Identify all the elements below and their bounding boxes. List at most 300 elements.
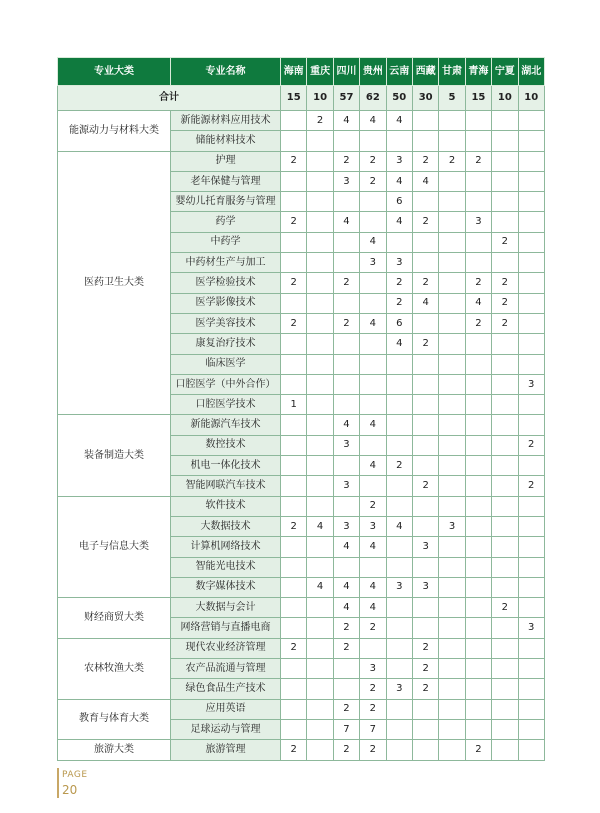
count-cell: 4 (360, 537, 386, 557)
table-row (58, 638, 545, 658)
count-cell (518, 537, 544, 557)
count-cell (281, 253, 307, 273)
count-cell: 4 (307, 516, 333, 536)
count-cell (412, 192, 438, 212)
count-cell: 3 (465, 212, 491, 232)
total-value: 50 (386, 86, 412, 111)
count-cell (518, 232, 544, 252)
count-cell: 2 (281, 212, 307, 232)
major-cell: 康复治疗技术 (171, 334, 281, 354)
count-cell (439, 557, 465, 577)
count-cell: 4 (386, 334, 412, 354)
count-cell (439, 395, 465, 415)
count-cell (439, 415, 465, 435)
count-cell (281, 435, 307, 455)
count-cell (465, 598, 491, 618)
count-cell (518, 577, 544, 597)
count-cell (281, 131, 307, 151)
count-cell (333, 395, 359, 415)
count-cell (465, 354, 491, 374)
count-cell: 2 (439, 151, 465, 171)
count-cell: 4 (333, 415, 359, 435)
count-cell (465, 577, 491, 597)
count-cell: 2 (281, 516, 307, 536)
count-cell (333, 496, 359, 516)
count-cell (281, 374, 307, 394)
table-row (58, 740, 545, 760)
major-cell: 智能网联汽车技术 (171, 476, 281, 496)
count-cell (492, 435, 518, 455)
count-cell: 2 (281, 151, 307, 171)
count-cell: 2 (386, 456, 412, 476)
count-cell: 2 (518, 476, 544, 496)
count-cell (439, 334, 465, 354)
major-cell: 医学影像技术 (171, 293, 281, 313)
count-cell: 2 (360, 496, 386, 516)
count-cell (412, 740, 438, 760)
count-cell (281, 415, 307, 435)
count-cell: 6 (386, 313, 412, 333)
count-cell (465, 395, 491, 415)
count-cell (412, 253, 438, 273)
count-cell: 3 (518, 618, 544, 638)
major-cell: 现代农业经济管理 (171, 638, 281, 658)
count-cell (386, 740, 412, 760)
total-value: 30 (412, 86, 438, 111)
count-cell (465, 374, 491, 394)
count-cell (333, 192, 359, 212)
count-cell: 2 (333, 151, 359, 171)
count-cell (307, 192, 333, 212)
count-cell (439, 131, 465, 151)
count-cell (333, 232, 359, 252)
count-cell (386, 435, 412, 455)
count-cell: 3 (386, 151, 412, 171)
major-cell: 储能材料技术 (171, 131, 281, 151)
count-cell (307, 456, 333, 476)
count-cell (492, 537, 518, 557)
count-cell (439, 435, 465, 455)
count-cell (281, 293, 307, 313)
count-cell: 2 (412, 659, 438, 679)
count-cell (281, 679, 307, 699)
table-row (58, 598, 545, 618)
major-cell: 应用英语 (171, 699, 281, 719)
count-cell (281, 618, 307, 638)
count-cell (360, 476, 386, 496)
count-cell (281, 699, 307, 719)
count-cell: 1 (281, 395, 307, 415)
count-cell: 2 (492, 232, 518, 252)
count-cell (465, 638, 491, 658)
count-cell (412, 131, 438, 151)
major-cell: 医学美容技术 (171, 313, 281, 333)
count-cell: 2 (360, 740, 386, 760)
count-cell: 2 (492, 273, 518, 293)
total-value: 5 (439, 86, 465, 111)
count-cell (360, 192, 386, 212)
count-cell (307, 293, 333, 313)
count-cell (465, 253, 491, 273)
count-cell (307, 476, 333, 496)
count-cell (492, 395, 518, 415)
count-cell: 2 (465, 151, 491, 171)
count-cell (465, 679, 491, 699)
count-cell (465, 618, 491, 638)
count-cell (465, 171, 491, 191)
count-cell (492, 253, 518, 273)
category-cell: 能源动力与材料大类 (58, 111, 171, 152)
count-cell: 2 (281, 273, 307, 293)
count-cell: 2 (412, 212, 438, 232)
count-cell (439, 354, 465, 374)
major-cell: 农产品流通与管理 (171, 659, 281, 679)
count-cell (360, 435, 386, 455)
count-cell (518, 638, 544, 658)
count-cell (333, 293, 359, 313)
count-cell: 2 (412, 151, 438, 171)
count-cell (307, 638, 333, 658)
count-cell: 2 (412, 679, 438, 699)
count-cell (518, 557, 544, 577)
header-province: 青海 (465, 58, 491, 86)
count-cell (492, 415, 518, 435)
header-row (58, 58, 545, 86)
header-province: 甘肃 (439, 58, 465, 86)
count-cell (518, 679, 544, 699)
header-province: 重庆 (307, 58, 333, 86)
count-cell (307, 496, 333, 516)
count-cell (386, 395, 412, 415)
count-cell (307, 131, 333, 151)
count-cell (518, 719, 544, 739)
count-cell: 2 (333, 638, 359, 658)
count-cell (412, 313, 438, 333)
count-cell (333, 131, 359, 151)
count-cell (307, 557, 333, 577)
count-cell (281, 719, 307, 739)
count-cell (386, 374, 412, 394)
count-cell (518, 699, 544, 719)
count-cell: 4 (386, 111, 412, 131)
count-cell (439, 212, 465, 232)
count-cell (492, 192, 518, 212)
count-cell: 2 (360, 151, 386, 171)
count-cell (465, 516, 491, 536)
count-cell: 2 (281, 313, 307, 333)
category-cell: 电子与信息大类 (58, 496, 171, 597)
count-cell (518, 395, 544, 415)
count-cell (439, 111, 465, 131)
major-cell: 旅游管理 (171, 740, 281, 760)
count-cell (386, 232, 412, 252)
header-province: 贵州 (360, 58, 386, 86)
header-province: 湖北 (518, 58, 544, 86)
count-cell (281, 334, 307, 354)
major-cell: 中药材生产与加工 (171, 253, 281, 273)
count-cell: 4 (360, 232, 386, 252)
count-cell (492, 557, 518, 577)
count-cell (518, 415, 544, 435)
major-cell: 新能源汽车技术 (171, 415, 281, 435)
major-cell: 网络营销与直播电商 (171, 618, 281, 638)
count-cell (412, 415, 438, 435)
count-cell (465, 456, 491, 476)
count-cell (412, 699, 438, 719)
count-cell (439, 699, 465, 719)
count-cell (333, 334, 359, 354)
count-cell: 3 (360, 516, 386, 536)
count-cell (412, 557, 438, 577)
count-cell (360, 131, 386, 151)
count-cell: 3 (439, 516, 465, 536)
count-cell: 3 (360, 659, 386, 679)
count-cell (386, 659, 412, 679)
count-cell: 6 (386, 192, 412, 212)
total-value: 62 (360, 86, 386, 111)
count-cell (412, 456, 438, 476)
count-cell (465, 496, 491, 516)
count-cell (412, 354, 438, 374)
count-cell (492, 577, 518, 597)
count-cell (333, 253, 359, 273)
count-cell (307, 679, 333, 699)
page-marker-bar (57, 768, 59, 798)
count-cell (439, 537, 465, 557)
count-cell: 2 (492, 598, 518, 618)
count-cell: 4 (386, 516, 412, 536)
count-cell: 4 (333, 577, 359, 597)
count-cell (307, 273, 333, 293)
major-cell: 口腔医学（中外合作） (171, 374, 281, 394)
count-cell: 4 (333, 212, 359, 232)
count-cell (492, 151, 518, 171)
major-cell: 数字媒体技术 (171, 577, 281, 597)
count-cell (333, 659, 359, 679)
count-cell (439, 496, 465, 516)
count-cell (281, 496, 307, 516)
major-cell: 口腔医学技术 (171, 395, 281, 415)
count-cell (465, 334, 491, 354)
total-value: 10 (518, 86, 544, 111)
header-province: 西藏 (412, 58, 438, 86)
count-cell (439, 618, 465, 638)
count-cell (386, 557, 412, 577)
count-cell (386, 496, 412, 516)
count-cell (360, 293, 386, 313)
count-cell: 2 (360, 699, 386, 719)
count-cell (386, 618, 412, 638)
count-cell (307, 537, 333, 557)
major-cell: 计算机网络技术 (171, 537, 281, 557)
count-cell (307, 435, 333, 455)
major-cell: 大数据技术 (171, 516, 281, 536)
count-cell: 2 (412, 334, 438, 354)
count-cell (307, 374, 333, 394)
count-cell (492, 456, 518, 476)
count-cell: 3 (333, 435, 359, 455)
major-cell: 医学检验技术 (171, 273, 281, 293)
page-label: PAGE (62, 770, 88, 780)
count-cell (333, 557, 359, 577)
count-cell (518, 740, 544, 760)
count-cell (439, 577, 465, 597)
count-cell (281, 659, 307, 679)
count-cell (492, 212, 518, 232)
count-cell (518, 334, 544, 354)
count-cell (465, 719, 491, 739)
count-cell: 7 (360, 719, 386, 739)
count-cell (492, 354, 518, 374)
count-cell: 2 (412, 476, 438, 496)
count-cell (465, 415, 491, 435)
count-cell (412, 719, 438, 739)
count-cell: 2 (333, 740, 359, 760)
table-row (58, 699, 545, 719)
count-cell (281, 171, 307, 191)
count-cell: 2 (492, 313, 518, 333)
count-cell (439, 273, 465, 293)
count-cell (307, 334, 333, 354)
count-cell (386, 699, 412, 719)
category-cell: 医药卫生大类 (58, 151, 171, 415)
major-cell: 智能光电技术 (171, 557, 281, 577)
count-cell: 4 (465, 293, 491, 313)
count-cell (518, 516, 544, 536)
count-cell (439, 476, 465, 496)
count-cell (518, 293, 544, 313)
count-cell: 2 (412, 273, 438, 293)
count-cell (412, 232, 438, 252)
header-province: 宁夏 (492, 58, 518, 86)
count-cell (386, 131, 412, 151)
count-cell (360, 273, 386, 293)
count-cell (307, 740, 333, 760)
count-cell (307, 659, 333, 679)
count-cell (439, 293, 465, 313)
count-cell (492, 659, 518, 679)
count-cell (281, 232, 307, 252)
count-cell (333, 354, 359, 374)
count-cell (518, 212, 544, 232)
count-cell (307, 699, 333, 719)
count-cell (386, 415, 412, 435)
major-cell: 药学 (171, 212, 281, 232)
count-cell (465, 111, 491, 131)
count-cell: 3 (333, 476, 359, 496)
count-cell (360, 395, 386, 415)
count-cell (492, 699, 518, 719)
total-label: 合计 (58, 86, 281, 111)
count-cell: 4 (360, 111, 386, 131)
count-cell (307, 719, 333, 739)
count-cell (518, 496, 544, 516)
count-cell (333, 679, 359, 699)
count-cell: 4 (386, 212, 412, 232)
total-row (58, 86, 545, 111)
count-cell: 3 (333, 516, 359, 536)
count-cell: 3 (518, 374, 544, 394)
count-cell (307, 598, 333, 618)
count-cell (360, 374, 386, 394)
count-cell: 3 (360, 253, 386, 273)
count-cell (518, 598, 544, 618)
count-cell: 3 (412, 537, 438, 557)
count-cell: 4 (360, 415, 386, 435)
major-cell: 婴幼儿托育服务与管理 (171, 192, 281, 212)
count-cell: 2 (465, 740, 491, 760)
table-row (58, 415, 545, 435)
count-cell (412, 496, 438, 516)
count-cell (465, 699, 491, 719)
category-cell: 装备制造大类 (58, 415, 171, 496)
count-cell (492, 171, 518, 191)
count-cell (492, 496, 518, 516)
count-cell (281, 537, 307, 557)
count-cell: 2 (360, 171, 386, 191)
count-cell (439, 171, 465, 191)
count-cell (439, 192, 465, 212)
header-major: 专业名称 (171, 58, 281, 86)
total-value: 10 (492, 86, 518, 111)
count-cell: 4 (412, 171, 438, 191)
count-cell (412, 598, 438, 618)
count-cell (518, 354, 544, 374)
count-cell: 7 (333, 719, 359, 739)
count-cell: 2 (333, 313, 359, 333)
count-cell: 4 (412, 293, 438, 313)
major-cell: 护理 (171, 151, 281, 171)
table-row (58, 111, 545, 131)
count-cell (518, 313, 544, 333)
count-cell: 4 (360, 456, 386, 476)
count-cell: 2 (281, 638, 307, 658)
count-cell (492, 618, 518, 638)
count-cell (492, 131, 518, 151)
count-cell (439, 232, 465, 252)
major-cell: 机电一体化技术 (171, 456, 281, 476)
count-cell (412, 395, 438, 415)
count-cell (465, 557, 491, 577)
count-cell: 2 (333, 273, 359, 293)
major-cell: 足球运动与管理 (171, 719, 281, 739)
major-cell: 中药学 (171, 232, 281, 252)
major-cell: 软件技术 (171, 496, 281, 516)
count-cell (307, 253, 333, 273)
count-cell: 4 (386, 171, 412, 191)
count-cell (307, 354, 333, 374)
count-cell (333, 374, 359, 394)
count-cell: 2 (360, 679, 386, 699)
count-cell: 3 (386, 679, 412, 699)
count-cell: 4 (333, 598, 359, 618)
major-cell: 绿色食品生产技术 (171, 679, 281, 699)
header-category: 专业大类 (58, 58, 171, 86)
count-cell: 2 (360, 618, 386, 638)
count-cell: 2 (465, 273, 491, 293)
count-cell (307, 395, 333, 415)
count-cell: 4 (333, 111, 359, 131)
count-cell (360, 334, 386, 354)
count-cell (439, 638, 465, 658)
count-cell (465, 476, 491, 496)
enrollment-plan-table (57, 57, 545, 761)
total-value: 15 (281, 86, 307, 111)
count-cell: 4 (360, 313, 386, 333)
page-number: 20 (62, 783, 78, 797)
count-cell (307, 618, 333, 638)
count-cell (439, 374, 465, 394)
